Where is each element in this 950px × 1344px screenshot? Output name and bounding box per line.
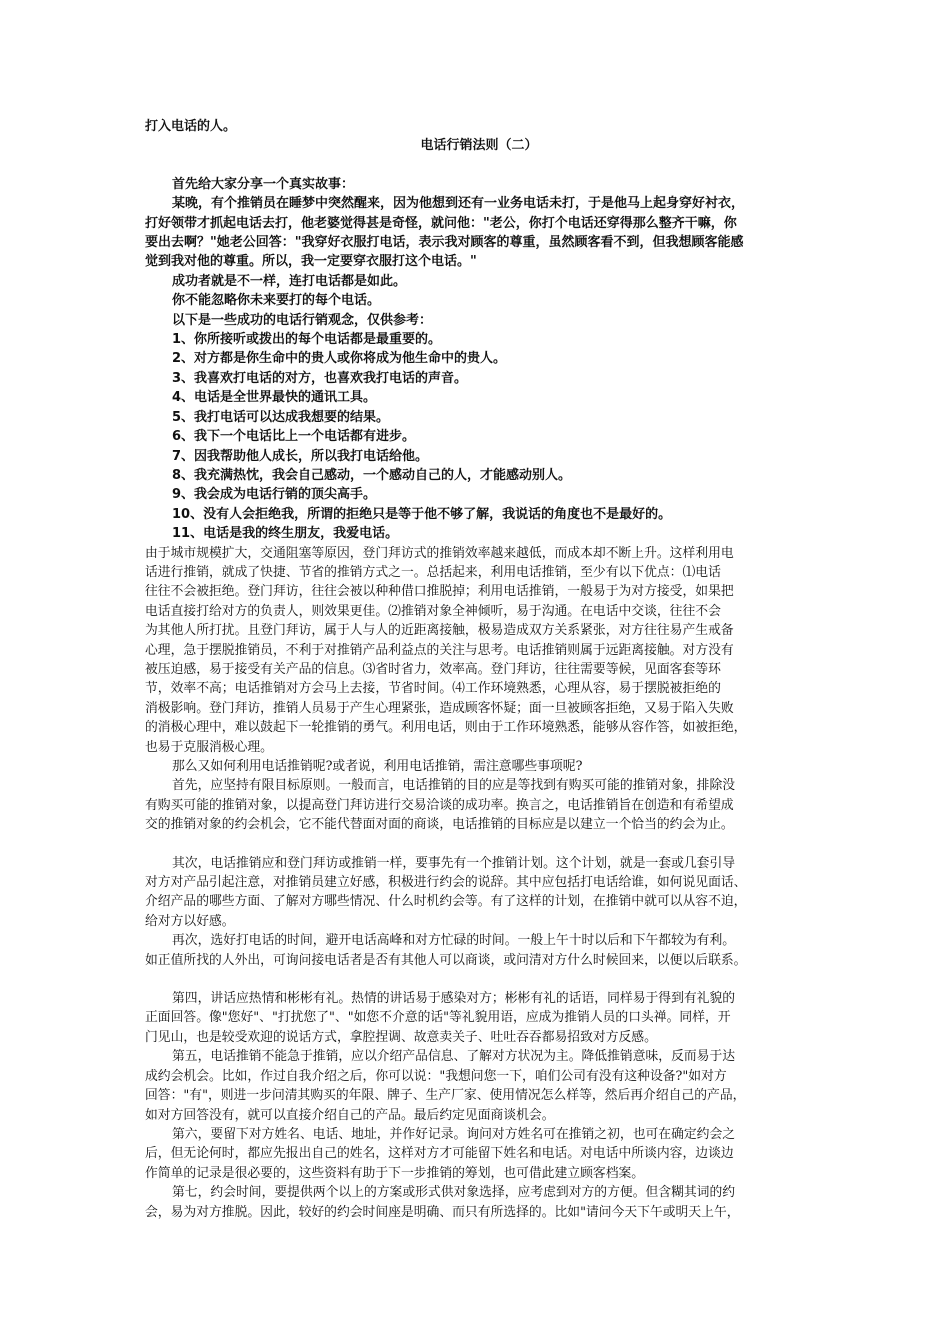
paragraph-line: 被压迫感，易于接受有关产品的信息。⑶省时省力，效率高。登门拜访，往往需要等候，见面客套等环 [145, 661, 721, 677]
paragraph-line: 给对方以好感。 [145, 913, 235, 929]
paragraph-line: 门见山，也是较受欢迎的说话方式，拿腔捏调、故意卖关子、吐吐吞吞都易招致对方反感。 [145, 1029, 657, 1045]
list-item: 9、我会成为电话行销的顶尖高手。 [172, 487, 377, 503]
principle-second [145, 854, 813, 932]
list-item: 1、你所接听或拨出的每个电话都是最重要的。 [172, 332, 442, 348]
list-item: 10、没有人会拒绝我，所谓的拒绝只是等于他不够了解，我说话的角度也不是最好的。 [172, 506, 672, 522]
intro-end-line: 打入电话的人。 [145, 119, 237, 134]
paragraph-line: 话进行推销，就成了快捷、节省的推销方式之一。总括起来，利用电话推销，至少有以下优点：⑴电话 [145, 564, 721, 580]
paragraph-line: 成约会机会。比如，作过自我介绍之后，你可以说："我想问您一下，咱们公司有没有这种设备?"如对方 [145, 1068, 727, 1084]
list-item: 6、我下一个电话比上一个电话都有进步。 [172, 429, 416, 445]
principle-third [145, 931, 813, 970]
paragraph-line: 正面回答。像"您好"、"打扰您了"、"如您不介意的话"等礼貌用语，应成为推销人员的口头禅。同样，开 [145, 1010, 731, 1026]
principle-fifth [145, 1047, 813, 1125]
story-section [145, 175, 813, 330]
story-line: 要出去啊？"她老公回答："我穿好衣服打电话，表示我对顾客的尊重，虽然顾客看不到，但我想顾客能感 [145, 235, 744, 251]
story-line: 某晚，有个推销员在睡梦中突然醒来，因为他想到还有一业务电话未打，于是他马上起身穿好衬衣， [172, 196, 745, 212]
paragraph-line: 心理，急于摆脱推销员，不利于对推销产品利益点的关注与思考。电话推销则属于远距离接触。对方没有 [145, 642, 734, 658]
paragraph-line: 其次，电话推销应和登门拜访或推销一样，要事先有一个推销计划。这个计划，就是一套或几套引导 [172, 855, 736, 871]
principle-fourth [145, 989, 813, 1047]
paragraph-line: 回答："有"，则进一步问清其购买的年限、牌子、生产厂家、使用情况怎么样等，然后再介绍自己的产品， [145, 1088, 746, 1104]
list-item: 3、我喜欢打电话的对方，也喜欢我打电话的声音。 [172, 370, 468, 386]
paragraph-line: 有购买可能的推销对象，以提高登门拜访进行交易洽谈的成功率。换言之，电话推销旨在创造和有希望成 [145, 797, 734, 813]
story-lead: 首先给大家分享一个真实故事： [172, 176, 355, 192]
list-item: 7、因我帮助他人成长，所以我打电话给他。 [172, 448, 429, 464]
paragraph-line: 节，效率不高；电话推销对方会马上去接，节省时间。⑷工作环境熟悉，心理从容，易于摆脱被拒绝的 [145, 681, 721, 697]
document-body [145, 117, 813, 1222]
paragraph-line: 交的推销对象的约会机会，它不能代替面对面的商谈，电话推销的目标应是以建立一个恰当的约会为止。 [145, 817, 734, 833]
paragraph-line: 后，但无论何时，都应先报出自己的姓名，这样对方才可能留下姓名和电话。对电话中所谈内容，边谈边 [145, 1146, 734, 1162]
principle-first [145, 776, 813, 834]
paragraph-line: 消极影响。登门拜访，推销人员易于产生心理紧张，造成顾客怀疑；面一旦被顾客拒绝，又易于陷入失败 [145, 700, 734, 716]
paragraph-line: 如对方回答没有，就可以直接介绍自己的产品。最后约定见面商谈机会。 [145, 1107, 555, 1123]
paragraph-line: 介绍产品的哪些方面、了解对方哪些情况、什么时机约会等。有了这样的计划，在推销中就可以从容不迫， [145, 894, 747, 910]
story-line: 打好领带才抓起电话去打，他老婆觉得甚是奇怪，就问他："老公，你打个电话还穿得那么整齐干嘛，你 [145, 215, 737, 231]
paragraph-line: 第六，要留下对方姓名、电话、地址，并作好记录。询问对方姓名可在推销之初，也可在确定约会之 [172, 1126, 736, 1142]
paragraph-line: 电话直接打给对方的负责人，则效果更佳。⑵推销对象全神倾听，易于沟通。在电话中交谈，往往不会 [145, 603, 721, 619]
principle-sixth [145, 1125, 813, 1183]
question-line: 那么又如何利用电话推销呢?或者说，利用电话推销，需注意哪些事项呢? [172, 759, 583, 774]
story-after-line: 成功者就是不一样，连打电话都是如此。 [172, 273, 407, 289]
paragraph-line: 第五，电话推销不能急于推销，应以介绍产品信息、了解对方状况为主。降低推销意味，反而易于达 [172, 1049, 736, 1065]
paragraph-line: 如正值所找的人外出，可询问接电话者是否有其他人可以商谈，或问清对方什么时候回来，以便以后联系。 [145, 952, 747, 968]
concept-list [145, 330, 813, 543]
principle-seventh [145, 1183, 813, 1222]
paragraph-line: 为其他人所打扰。且登门拜访，属于人与人的近距离接触，极易造成双方关系紧张，对方往往易产生戒备 [145, 623, 734, 639]
paragraph-line: 首先，应坚持有限目标原则。一般而言，电话推销的目的应是等找到有购买可能的推销对象，排除没 [172, 778, 736, 794]
list-item: 5、我打电话可以达成我想要的结果。 [172, 409, 390, 425]
list-item: 11、电话是我的终生朋友，我爱电话。 [172, 526, 399, 542]
list-item: 2、对方都是你生命中的贵人或你将成为他生命中的贵人。 [172, 351, 507, 367]
paragraph-line: 由于城市规模扩大，交通阻塞等原因，登门拜访式的推销效率越来越低，而成本却不断上升。这样利用电 [145, 545, 734, 561]
paragraph-line: 往往不会被拒绝。登门拜访，往往会被以种种借口推脱掉；利用电话推销，一般易于为对方接受，如果把 [145, 584, 734, 600]
list-item: 4、电话是全世界最快的通讯工具。 [172, 390, 377, 406]
paragraph-line: 再次，选好打电话的时间，避开电话高峰和对方忙碌的时间。一般上午十时以后和下午都较为有利。 [172, 933, 736, 949]
paragraph-line: 会，易为对方推脱。因此，较好的约会时间座是明确、而只有所选择的。比如"请问今天下午或明天上午， [145, 1204, 740, 1220]
advantages-paragraph [145, 544, 813, 757]
story-after-line: 你不能忽略你未来要打的每个电话。 [172, 293, 381, 309]
paragraph-gap [145, 970, 813, 989]
paragraph-line: 作简单的记录是很必要的，这些资料有助于下一步推销的筹划，也可借此建立顾客档案。 [145, 1165, 645, 1181]
section-title: 电话行销法则（二） [420, 138, 538, 154]
paragraph-line: 第四，讲话应热情和彬彬有礼。热情的讲话易于感染对方；彬彬有礼的话语，同样易于得到有礼貌的 [172, 991, 736, 1007]
list-item: 8、我充满热忱，我会自己感动，一个感动自己的人，才能感动别人。 [172, 467, 572, 483]
paragraph-line: 对方对产品引起注意，对推销员建立好感，积极进行约会的说辞。其中应包括打电话给谁，如何说见面话、 [145, 875, 747, 891]
paragraph-line: 的消极心理中，难以鼓起下一轮推销的勇气。利用电话，则由于工作环境熟悉，能够从容作答，如被拒绝， [145, 720, 747, 736]
paragraph-gap [145, 835, 813, 854]
paragraph-line: 也易于克服消极心理。 [145, 739, 273, 755]
paragraph-line: 第七，约会时间，要提供两个以上的方案或形式供对象选择，应考虑到对方的方便。但含糊其词的约 [172, 1185, 736, 1201]
story-after-line: 以下是一些成功的电话行销观念，仅供参考： [172, 312, 433, 328]
story-line: 觉到我对他的尊重。所以，我一定要穿衣服打这个电话。" [145, 254, 477, 270]
